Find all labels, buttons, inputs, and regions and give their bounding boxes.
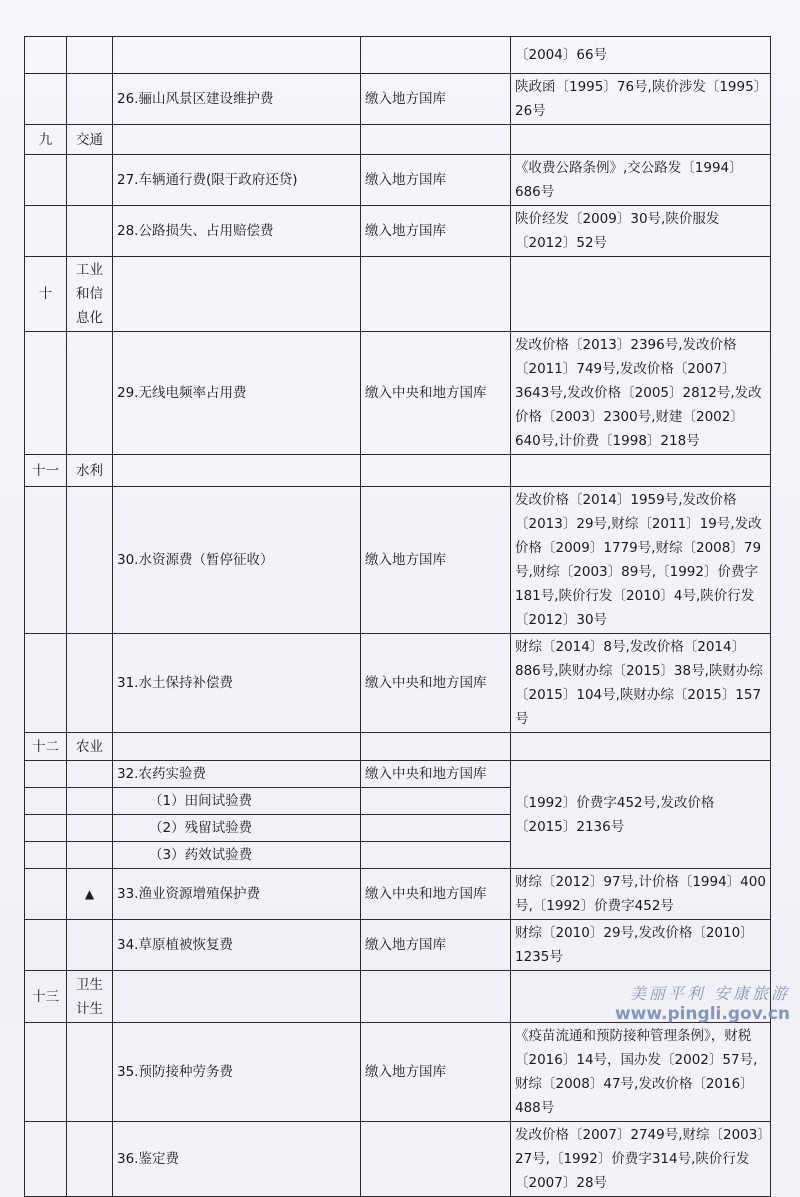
policy-basis [511,455,771,487]
category-row [25,455,771,487]
policy-basis: 陕价经发〔2009〕30号,陕价服发〔2012〕52号 [511,206,771,257]
category-name: 农业 [67,733,113,761]
row-number [25,37,67,74]
row-number [25,332,67,455]
watermark-slogan: 美丽平利 安康旅游 [629,984,790,1003]
policy-basis [511,257,771,332]
table-row [25,1023,771,1122]
category-number: 十 [25,257,67,332]
collection-method [361,125,511,155]
table-row [25,37,771,74]
collection-method [361,455,511,487]
category-number: 十一 [25,455,67,487]
category-name: 水利 [67,455,113,487]
row-mark [67,37,113,74]
row-mark [67,332,113,455]
fee-name [113,733,361,761]
table-row [25,206,771,257]
row-number [25,815,67,842]
row-number [25,1023,67,1122]
triangle-mark-icon: ▲ [67,869,113,920]
table-row [25,869,771,920]
row-number [25,920,67,971]
row-mark [67,1122,113,1197]
collection-method [361,815,511,842]
collection-method [361,971,511,1023]
policy-basis: 财综〔2014〕8号,发改价格〔2014〕886号,陕财办综〔2015〕38号,陕财办综〔2015〕104号,陕财办综〔2015〕157号 [511,634,771,733]
category-number: 十三 [25,971,67,1023]
fee-subitem: （2）残留试验费 [113,815,361,842]
fee-name [113,971,361,1023]
site-watermark [615,981,790,1024]
policy-basis: 陕政函〔1995〕76号,陕价涉发〔1995〕26号 [511,74,771,125]
category-row [25,733,771,761]
fee-name [113,125,361,155]
table-row [25,761,771,788]
table-row [25,74,771,125]
policy-basis: 财综〔2010〕29号,发改价格〔2010〕1235号 [511,920,771,971]
category-name: 卫生计生 [67,971,113,1023]
table-row [25,920,771,971]
fee-name [113,37,361,74]
policy-basis: 《疫苗流通和预防接种管理条例》，财税〔2016〕14号，国办发〔2002〕57号,财综〔2008〕47号,发改价格〔2016〕488号 [511,1023,771,1122]
collection-method: 缴入中央和地方国库 [361,634,511,733]
collection-method: 缴入中央和地方国库 [361,332,511,455]
row-mark [67,155,113,206]
collection-method: 缴入中央和地方国库 [361,761,511,788]
table-row [25,155,771,206]
policy-basis: 财综〔2012〕97号,计价格〔1994〕400号,〔1992〕价费字452号 [511,869,771,920]
fee-name [113,257,361,332]
row-mark [67,206,113,257]
table-row [25,487,771,634]
fee-name: 36.鉴定费 [113,1122,361,1197]
row-mark [67,788,113,815]
policy-basis: 《收费公路条例》,交公路发〔1994〕686号 [511,155,771,206]
row-number [25,155,67,206]
row-mark [67,74,113,125]
collection-method [361,37,511,74]
collection-method [361,1122,511,1197]
row-number [25,761,67,788]
policy-basis: 发改价格〔2014〕1959号,发改价格〔2013〕29号,财综〔2011〕19号,发改价格〔2009〕1779号,财综〔2008〕79号,财综〔2003〕89号,〔1992〕价费字181号,陕价行发〔2010〕4号,陕价行发〔2012〕30号 [511,487,771,634]
category-number: 九 [25,125,67,155]
policy-basis [511,125,771,155]
fee-name: 34.草原植被恢复费 [113,920,361,971]
fee-name: 29.无线电频率占用费 [113,332,361,455]
fee-name: 28.公路损失、占用赔偿费 [113,206,361,257]
fee-name: 35.预防接种劳务费 [113,1023,361,1122]
collection-method: 缴入中央和地方国库 [361,869,511,920]
fee-name: 33.渔业资源增殖保护费 [113,869,361,920]
collection-method: 缴入地方国库 [361,487,511,634]
fee-name: 31.水土保持补偿费 [113,634,361,733]
fee-name: 30.水资源费（暂停征收） [113,487,361,634]
collection-method [361,842,511,869]
row-number [25,206,67,257]
row-mark [67,1023,113,1122]
collection-method [361,733,511,761]
policy-basis: 发改价格〔2013〕2396号,发改价格〔2011〕749号,发改价格〔2007〕3643号,发改价格〔2005〕2812号,发改价格〔2003〕2300号,财建〔2002〕640号,计价费〔1998〕218号 [511,332,771,455]
row-mark [67,920,113,971]
fee-name [113,455,361,487]
table-row [25,634,771,733]
row-mark [67,815,113,842]
policy-basis: 〔1992〕价费字452号,发改价格〔2015〕2136号 [511,761,771,869]
row-number [25,487,67,634]
row-number [25,634,67,733]
table-row [25,1122,771,1197]
fee-subitem: （3）药效试验费 [113,842,361,869]
fee-subitem: （1）田间试验费 [113,788,361,815]
fee-name: 27.车辆通行费(限于政府还贷) [113,155,361,206]
row-mark [67,842,113,869]
row-mark [67,487,113,634]
row-number [25,74,67,125]
collection-method: 缴入地方国库 [361,155,511,206]
fee-name: 26.骊山风景区建设维护费 [113,74,361,125]
row-number [25,1122,67,1197]
category-name: 交通 [67,125,113,155]
policy-basis: 发改价格〔2007〕2749号,财综〔2003〕27号,〔1992〕价费字314号,陕价行发〔2007〕28号 [511,1122,771,1197]
collection-method: 缴入地方国库 [361,920,511,971]
category-row [25,257,771,332]
category-number: 十二 [25,733,67,761]
category-name: 工业和信息化 [67,257,113,332]
policy-basis [511,733,771,761]
row-mark [67,761,113,788]
collection-method [361,788,511,815]
table-row [25,332,771,455]
collection-method: 缴入地方国库 [361,74,511,125]
policy-basis: 〔2004〕66号 [511,37,771,74]
row-number [25,788,67,815]
row-number [25,869,67,920]
fee-name: 32.农药实验费 [113,761,361,788]
collection-method: 缴入地方国库 [361,1023,511,1122]
collection-method: 缴入地方国库 [361,206,511,257]
row-mark [67,634,113,733]
category-row [25,125,771,155]
watermark-url: www.pingli.gov.cn [614,1004,790,1024]
collection-method [361,257,511,332]
row-number [25,842,67,869]
